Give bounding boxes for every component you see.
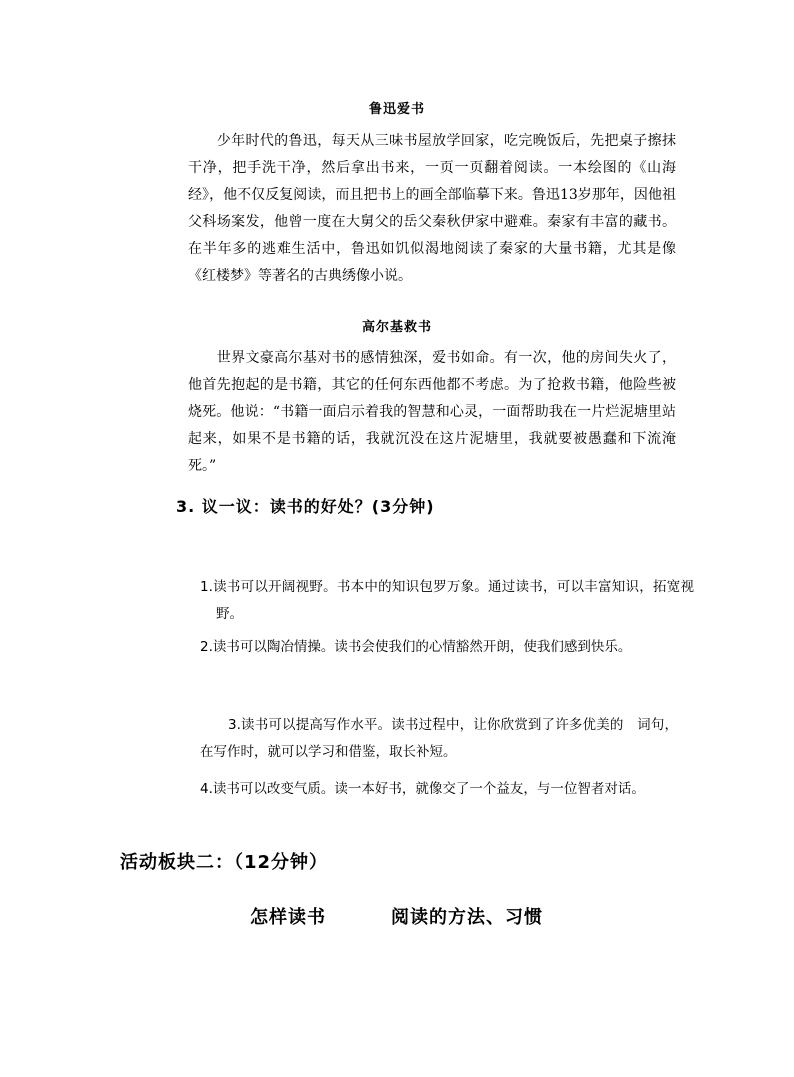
subheading-right: 阅读的方法、习惯: [391, 907, 543, 928]
benefit-point-1: [200, 574, 694, 628]
benefit-text: 读书可以提高写作水平。读书过程中，让你欣赏到了许多优美的 词句，在写作时，就可以学习和借鉴，取长补短。: [200, 717, 678, 760]
benefit-point-4: [200, 776, 694, 803]
story-title-gorky: 高尔基救书: [361, 320, 432, 335]
subheading-left: 怎样读书: [250, 907, 326, 928]
story-body-luxun: 少年时代的鲁迅，每天从三味书屋放学回家，吃完晚饭后，先把桌子擦抹干净，把手洗干净，然后拿出书来，一页一页翻着阅读。一本绘图的《山海经》，他不仅反复阅读，而且把书上的画全部临摹下来。鲁迅13岁那年，因他祖父科场案发，他曾一度在大舅父的岳父秦秋伊家中避难。秦家有丰富的藏书。在半年多的逃难生活中，鲁迅如饥似渴地阅读了秦家的大量书籍，尤其是像《红楼梦》等著名的古典绣像小说。: [188, 133, 676, 284]
benefit-point-2: [200, 634, 694, 661]
benefit-number: 2.: [200, 639, 213, 655]
benefit-number: 4.: [200, 781, 213, 797]
benefit-number: 3.: [228, 717, 241, 733]
benefit-point-3: [200, 712, 678, 766]
benefit-text: 读书可以陶冶情操。读书会使我们的心情豁然开朗，使我们感到快乐。: [212, 639, 632, 655]
section-heading: 活动板块二：（12分钟）: [120, 852, 329, 873]
benefit-text: 读书可以改变气质。读一本好书，就像交了一个益友，与一位智者对话。: [212, 781, 645, 797]
story-title-luxun: 鲁迅爱书: [368, 102, 425, 117]
benefit-number: 1.: [200, 579, 213, 595]
benefit-text: 读书可以开阔视野。书本中的知识包罗万象。通过读书，可以丰富知识，拓宽视野。: [212, 579, 694, 622]
story-body-gorky: 世界文豪高尔基对书的感情独深，爱书如命。有一次，他的房间失火了，他首先抱起的是书籍，其它的任何东西他都不考虑。为了抢救书籍，他险些被烧死。他说：“书籍一面启示着我的智慧和心灵，一面帮助我在一片烂泥塘里站起来，如果不是书籍的话，我就沉没在这片泥塘里，我就要被愚蠢和下流淹死。”: [188, 350, 676, 474]
question-heading: 3. 议一议：读书的好处？(3分钟): [176, 497, 435, 516]
